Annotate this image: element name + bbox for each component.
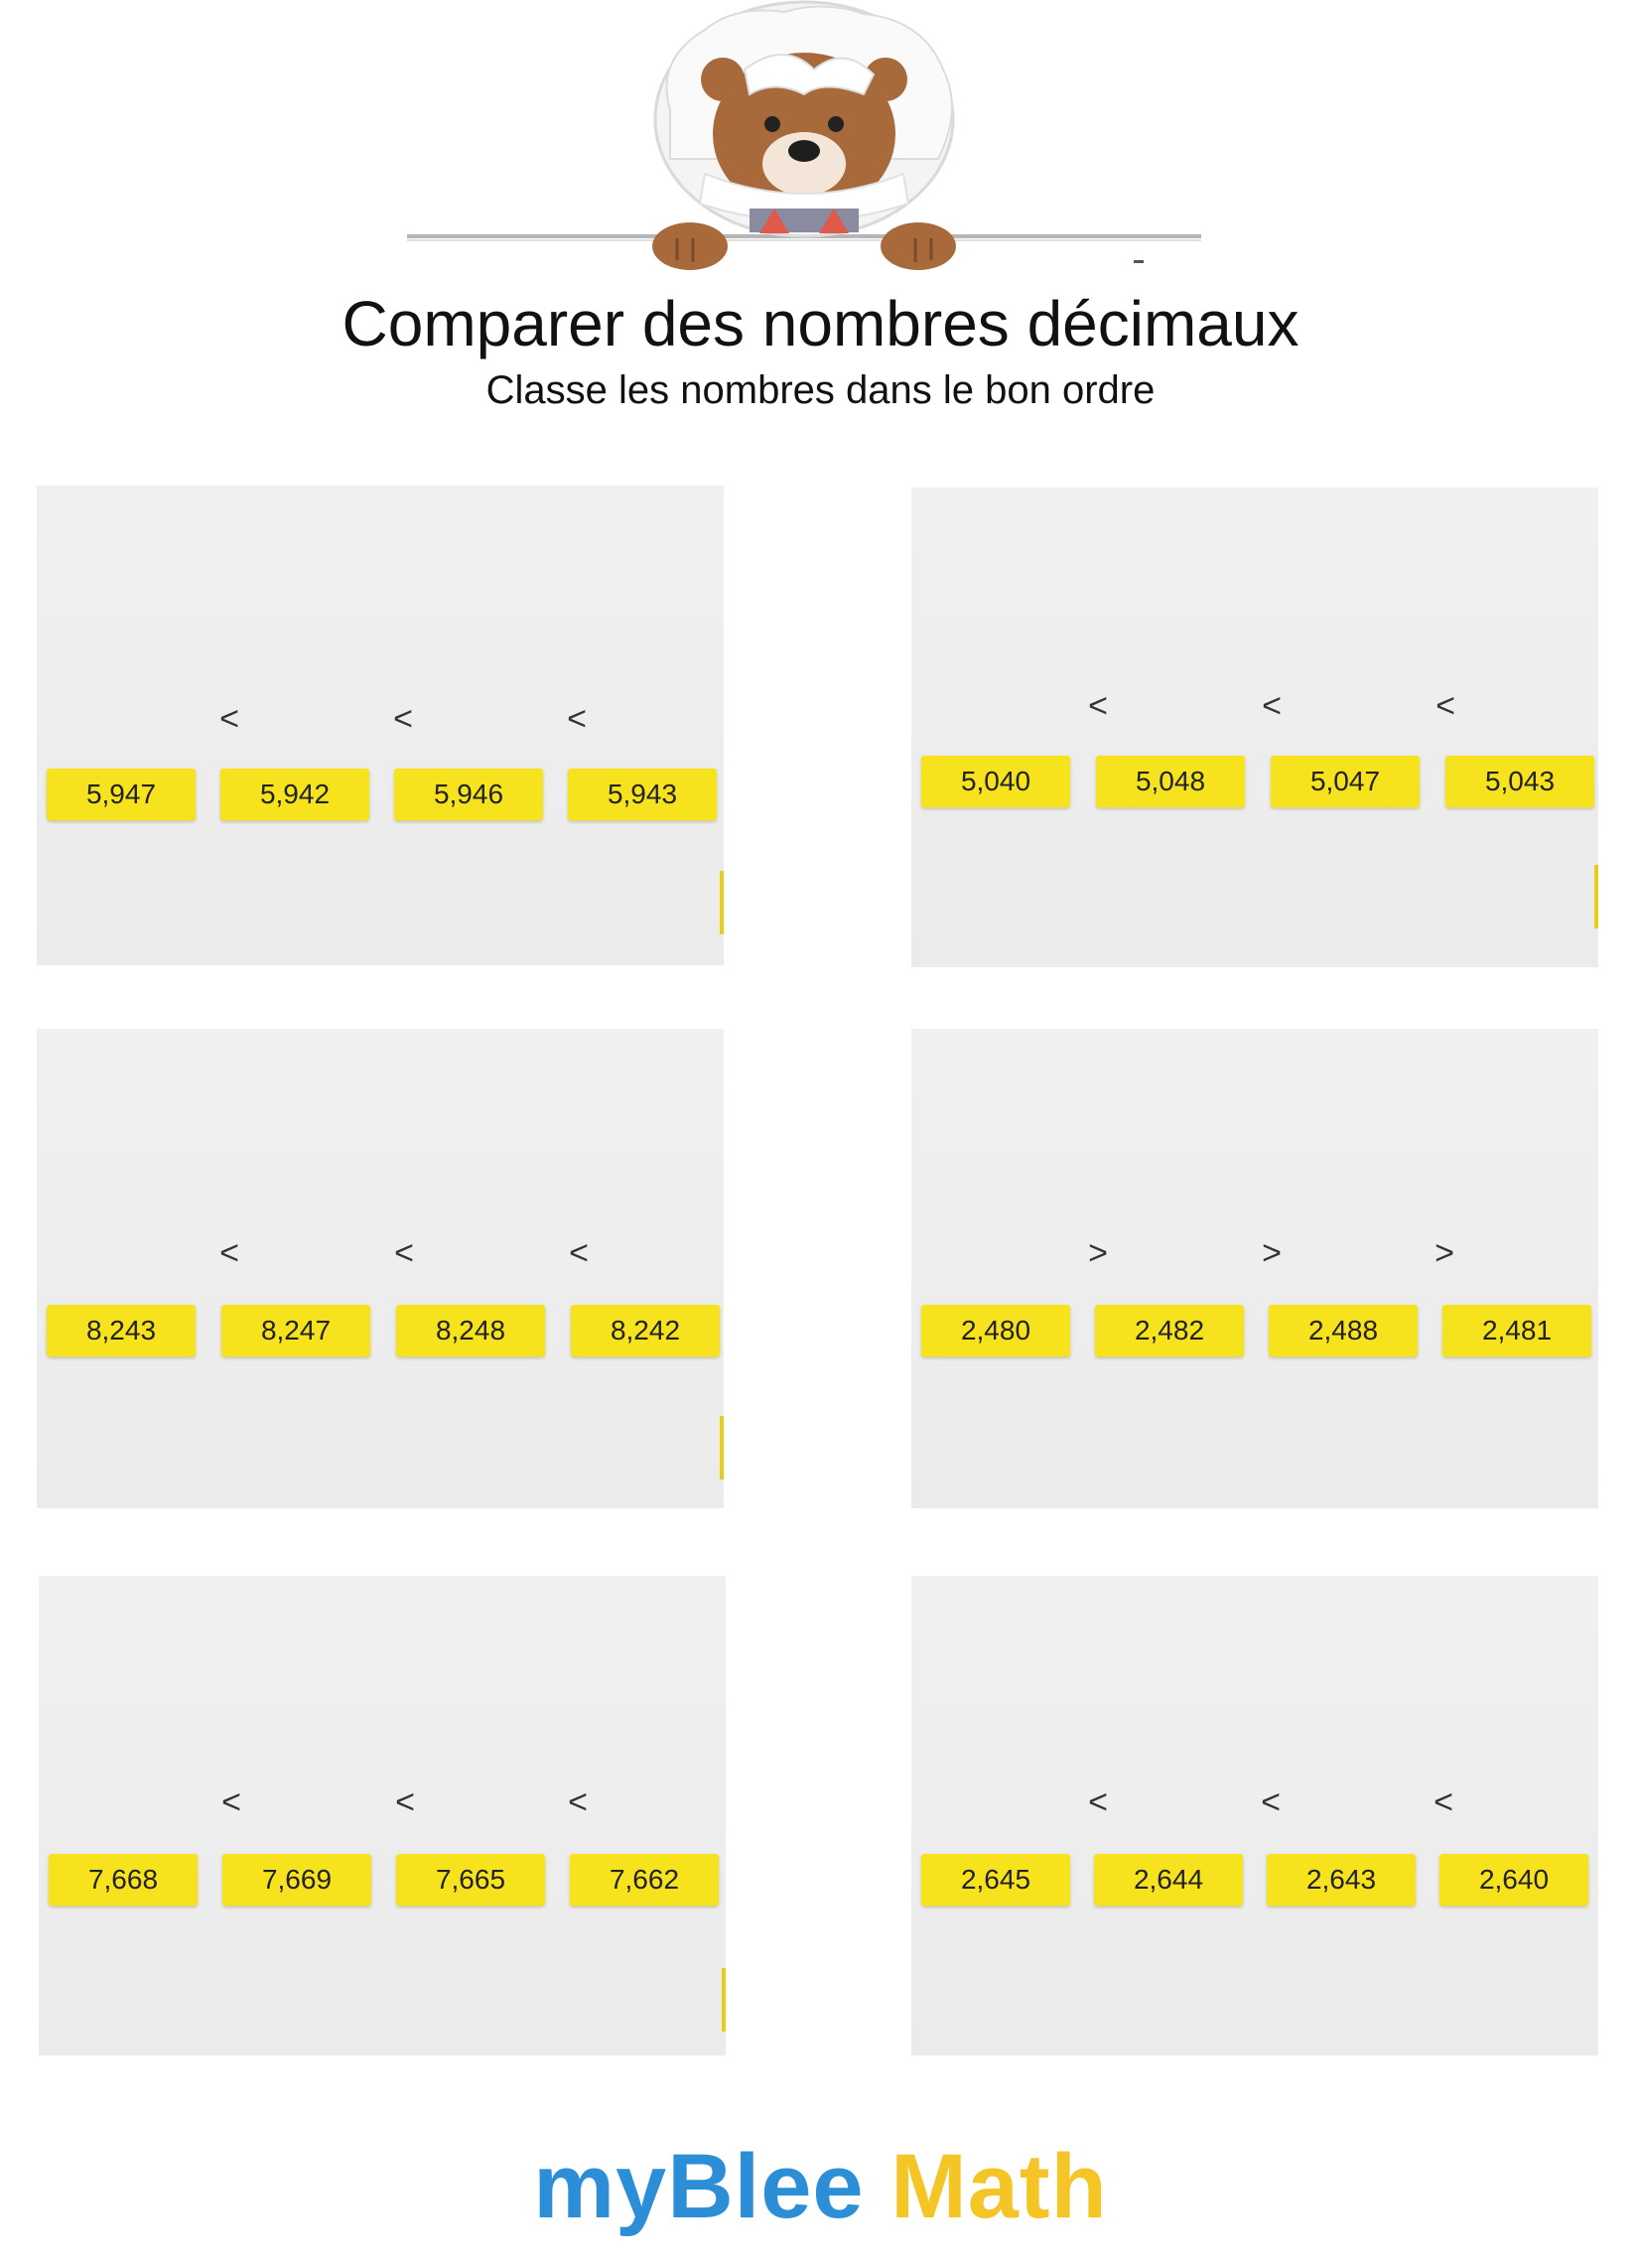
number-tile[interactable]: 5,048 — [1096, 756, 1245, 807]
panel-edge — [1594, 865, 1598, 928]
comparison-sign: < — [569, 1234, 589, 1272]
number-tile[interactable]: 8,248 — [396, 1305, 545, 1356]
number-tile[interactable]: 7,665 — [396, 1854, 545, 1906]
number-tile[interactable]: 5,047 — [1271, 756, 1420, 807]
brand-logo — [0, 2135, 1641, 2239]
comparison-sign: > — [1435, 1234, 1454, 1272]
number-tile[interactable]: 7,669 — [222, 1854, 371, 1906]
comparison-sign: < — [1261, 1783, 1281, 1821]
comparison-sign: < — [221, 1783, 241, 1821]
comparison-sign: < — [1088, 687, 1108, 725]
panel-edge — [720, 1416, 724, 1480]
number-tile[interactable]: 2,640 — [1439, 1854, 1588, 1906]
exercise-panel-5 — [39, 1576, 726, 2055]
comparison-sign: < — [393, 700, 413, 738]
logo-part-myblee: myBlee — [533, 2136, 865, 2237]
number-tile[interactable]: 5,947 — [47, 769, 196, 820]
exercise-panel-2 — [911, 488, 1598, 967]
comparison-sign: < — [567, 700, 587, 738]
number-tile[interactable]: 5,942 — [220, 769, 369, 820]
number-tile[interactable]: 8,247 — [221, 1305, 370, 1356]
number-tile[interactable]: 2,482 — [1095, 1305, 1244, 1356]
comparison-sign: < — [1436, 687, 1455, 725]
number-tile[interactable]: 2,481 — [1442, 1305, 1591, 1356]
number-tile[interactable]: 7,668 — [49, 1854, 198, 1906]
number-tile[interactable]: 8,242 — [571, 1305, 720, 1356]
comparison-sign: < — [395, 1783, 415, 1821]
comparison-sign: < — [394, 1234, 414, 1272]
number-tile[interactable]: 5,946 — [394, 769, 543, 820]
exercise-panel-6 — [911, 1576, 1598, 2055]
number-tile[interactable]: 5,043 — [1445, 756, 1594, 807]
comparison-sign: < — [1262, 687, 1282, 725]
number-tile[interactable]: 2,645 — [921, 1854, 1070, 1906]
comparison-sign: < — [1434, 1783, 1453, 1821]
number-tile[interactable]: 5,040 — [921, 756, 1070, 807]
comparison-sign: < — [219, 700, 239, 738]
number-tile[interactable]: 2,643 — [1267, 1854, 1416, 1906]
comparison-sign: < — [568, 1783, 588, 1821]
panel-edge — [722, 1968, 726, 2032]
comparison-sign: < — [219, 1234, 239, 1272]
number-tile[interactable]: 5,943 — [568, 769, 717, 820]
exercise-panel-3 — [37, 1029, 724, 1508]
panel-edge — [720, 871, 724, 934]
exercise-panel-1 — [37, 486, 724, 965]
exercise-panel-4 — [911, 1029, 1598, 1508]
page-subtitle: Classe les nombres dans le bon ordre — [485, 368, 1156, 412]
comparison-sign: > — [1262, 1234, 1282, 1272]
number-tile[interactable]: 2,488 — [1269, 1305, 1418, 1356]
number-tile[interactable]: 2,480 — [921, 1305, 1070, 1356]
comparison-sign: > — [1088, 1234, 1108, 1272]
number-tile[interactable]: 2,644 — [1094, 1854, 1243, 1906]
logo-part-math: Math — [890, 2136, 1108, 2237]
number-tile[interactable]: 7,662 — [570, 1854, 719, 1906]
comparison-sign: < — [1088, 1783, 1108, 1821]
page-title: Comparer des nombres décimaux — [342, 288, 1299, 359]
lion-mascot-icon — [407, 0, 1221, 273]
number-tile[interactable]: 8,243 — [47, 1305, 196, 1356]
